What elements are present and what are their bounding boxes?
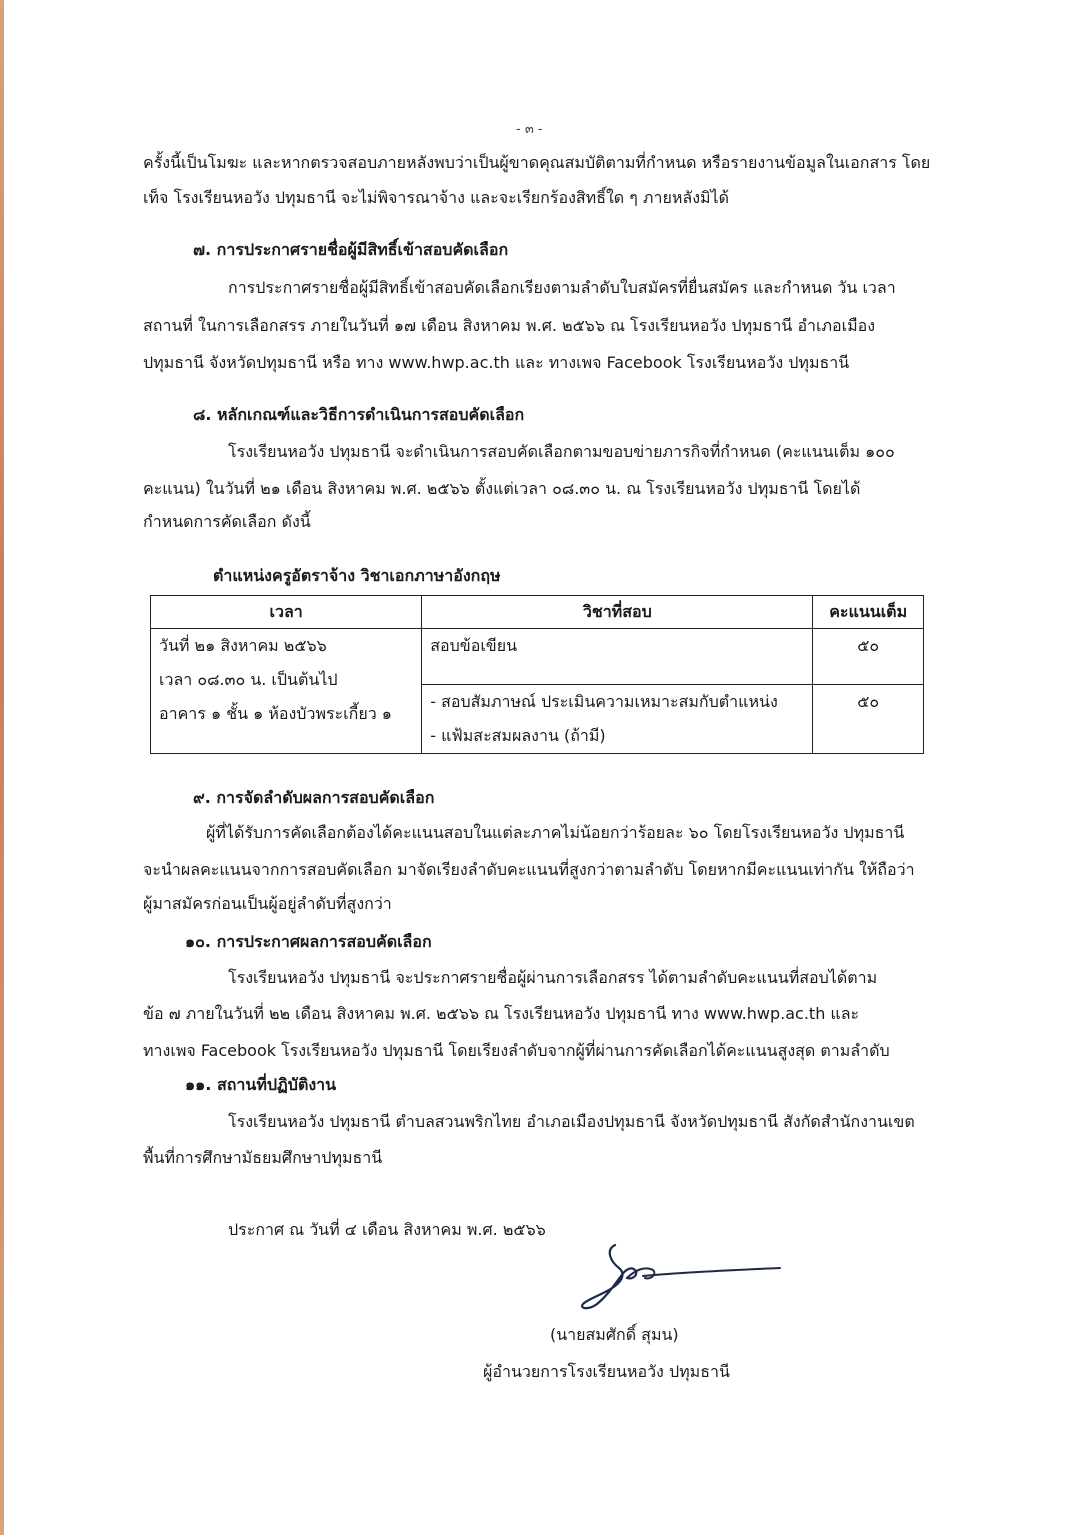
- paragraph-line: สถานที่ ในการเลือกสรร ภายในวันที่ ๑๗ เดือน สิงหาคม พ.ศ. ๒๕๖๖ ณ โรงเรียนหอวัง ปทุมธานี อำเภอเมือง: [143, 316, 876, 335]
- paragraph-line: ผู้มาสมัครก่อนเป็นผู้อยู่ลำดับที่สูงกว่า: [143, 894, 392, 913]
- section-9-heading: ๙. การจัดลำดับผลการสอบคัดเลือก: [193, 788, 435, 807]
- paragraph-line: จะนำผลคะแนนจากการสอบคัดเลือก มาจัดเรียงลำดับคะแนนที่สูงกว่าตามลำดับ โดยหากมีคะแนนเท่ากัน ให้ถือว่า: [143, 860, 915, 879]
- time-location: อาคาร ๑ ชั้น ๑ ห้องบัวพระเกี้ยว ๑: [159, 704, 392, 723]
- score-value: ๕๐: [857, 636, 880, 655]
- paragraph-line: ผู้ที่ได้รับการคัดเลือกต้องได้คะแนนสอบในแต่ละภาคไม่น้อยกว่าร้อยละ ๖๐ โดยโรงเรียนหอวัง ปทุมธานี: [206, 823, 905, 842]
- header-subject: วิชาที่สอบ: [422, 596, 813, 629]
- paragraph-line: โรงเรียนหอวัง ปทุมธานี จะประกาศรายชื่อผู้ผ่านการเลือกสรร ได้ตามลำดับคะแนนที่สอบได้ตาม: [228, 968, 878, 987]
- time-start: เวลา ๐๘.๓๐ น. เป็นต้นไป: [159, 670, 338, 689]
- subject-cell: [422, 629, 813, 685]
- paragraph-line: ทางเพจ Facebook โรงเรียนหอวัง ปทุมธานี โดยเรียงลำดับจากผู้ที่ผ่านการคัดเลือกได้คะแนนสูงสุด ตามลำดับ: [143, 1041, 890, 1060]
- section-7-heading: ๗. การประกาศรายชื่อผู้มีสิทธิ์เข้าสอบคัดเลือก: [193, 240, 509, 259]
- intro-line: ครั้งนี้เป็นโมฆะ และหากตรวจสอบภายหลังพบว่าเป็นผู้ขาดคุณสมบัติตามที่กำหนด หรือรายงานข้อมูลในเอกสาร โดย: [143, 153, 931, 172]
- signature-image: [575, 1240, 785, 1320]
- page-edge: [0, 0, 4, 1535]
- section-11-heading: ๑๑. สถานที่ปฏิบัติงาน: [185, 1075, 337, 1094]
- exam-schedule-table: [150, 595, 924, 754]
- header-time: เวลา: [151, 596, 422, 629]
- score-cell: [813, 629, 924, 685]
- paragraph-line: ปทุมธานี จังหวัดปทุมธานี หรือ ทาง www.hwp.ac.th และ ทางเพจ Facebook โรงเรียนหอวัง ปทุมธานี: [143, 353, 850, 372]
- intro-line: เท็จ โรงเรียนหอวัง ปทุมธานี จะไม่พิจารณาจ้าง และจะเรียกร้องสิทธิ์ใด ๆ ภายหลังมิได้: [143, 188, 729, 207]
- subject-line: สอบข้อเขียน: [430, 636, 518, 655]
- score-value: ๕๐: [857, 692, 880, 711]
- subject-line: - สอบสัมภาษณ์ ประเมินความเหมาะสมกับตำแหน่ง: [430, 692, 778, 711]
- signatory-name: (นายสมศักดิ์ สุมน): [550, 1325, 679, 1344]
- time-date: วันที่ ๒๑ สิงหาคม ๒๕๖๖: [159, 636, 327, 655]
- paragraph-line: การประกาศรายชื่อผู้มีสิทธิ์เข้าสอบคัดเลือกเรียงตามลำดับใบสมัครที่ยื่นสมัคร และกำหนด วัน เวลา: [228, 278, 896, 297]
- table-title: ตำแหน่งครูอัตราจ้าง วิชาเอกภาษาอังกฤษ: [213, 566, 501, 585]
- time-cell: [151, 629, 422, 754]
- paragraph-line: กำหนดการคัดเลือก ดังนี้: [143, 512, 311, 531]
- table-row: [151, 629, 924, 685]
- paragraph-line: โรงเรียนหอวัง ปทุมธานี ตำบลสวนพริกไทย อำเภอเมืองปทุมธานี จังหวัดปทุมธานี สังกัดสำนักงานเขต: [228, 1112, 915, 1131]
- subject-line: - แฟ้มสะสมผลงาน (ถ้ามี): [430, 726, 606, 745]
- paragraph-line: ข้อ ๗ ภายในวันที่ ๒๒ เดือน สิงหาคม พ.ศ. ๒๕๖๖ ณ โรงเรียนหอวัง ปทุมธานี ทาง www.hwp.ac.th และ: [143, 1004, 860, 1023]
- announcement-date: ประกาศ ณ วันที่ ๔ เดือน สิงหาคม พ.ศ. ๒๕๖๖: [228, 1220, 546, 1239]
- score-cell: [813, 685, 924, 754]
- subject-cell: [422, 685, 813, 754]
- paragraph-line: โรงเรียนหอวัง ปทุมธานี จะดำเนินการสอบคัดเลือกตามขอบข่ายภารกิจที่กำหนด (คะแนนเต็ม ๑๐๐: [228, 442, 895, 461]
- paragraph-line: คะแนน) ในวันที่ ๒๑ เดือน สิงหาคม พ.ศ. ๒๕๖๖ ตั้งแต่เวลา ๐๘.๓๐ น. ณ โรงเรียนหอวัง ปทุมธานี โดยได้: [143, 479, 861, 498]
- section-8-heading: ๘. หลักเกณฑ์และวิธีการดำเนินการสอบคัดเลือก: [193, 405, 525, 424]
- paragraph-line: พื้นที่การศึกษามัธยมศึกษาปทุมธานี: [143, 1148, 383, 1167]
- signatory-title: ผู้อำนวยการโรงเรียนหอวัง ปทุมธานี: [483, 1362, 730, 1381]
- header-full-score: คะแนนเต็ม: [813, 596, 924, 629]
- page-number: - ๓ -: [516, 122, 543, 137]
- section-10-heading: ๑๐. การประกาศผลการสอบคัดเลือก: [185, 932, 432, 951]
- table-header-row: [151, 596, 924, 629]
